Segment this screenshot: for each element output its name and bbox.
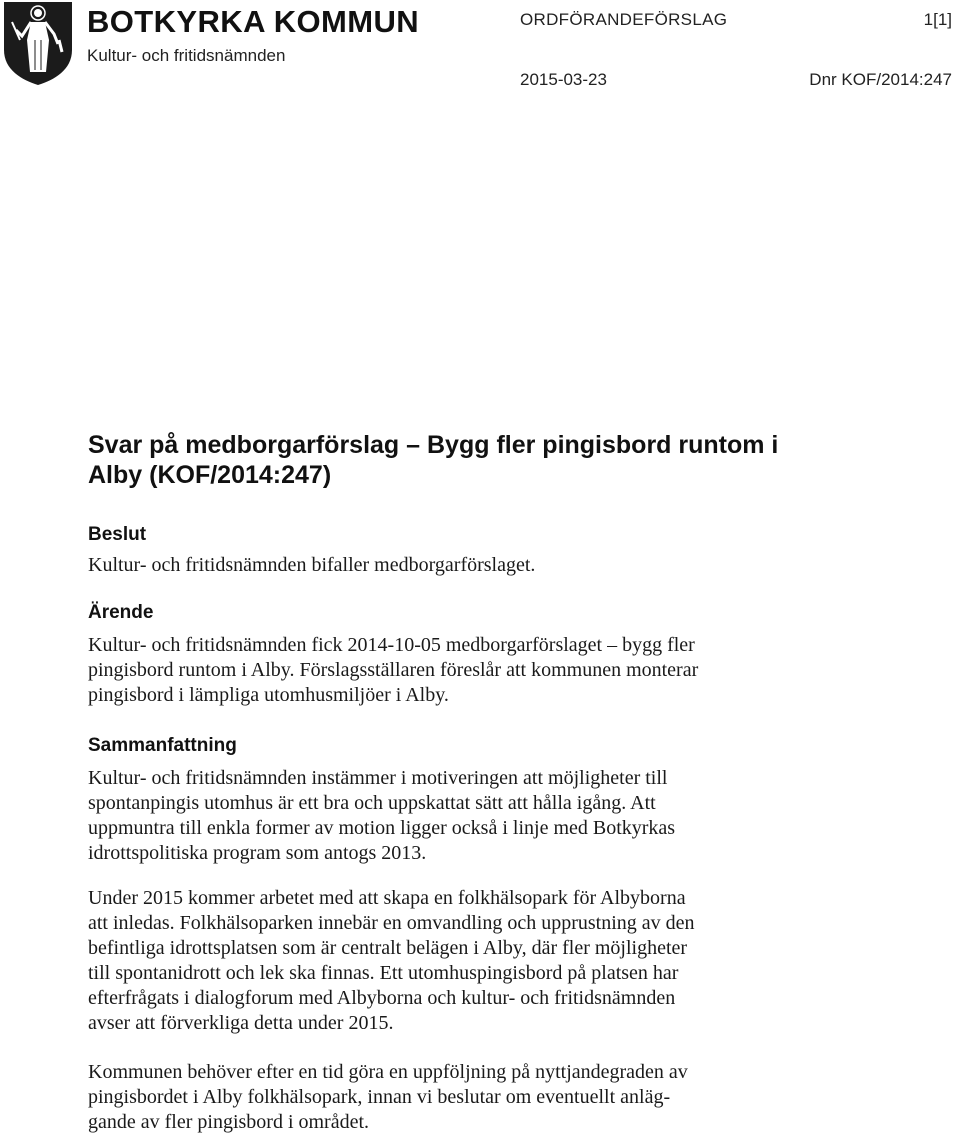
- text-line: avser att förverkliga detta under 2015.: [88, 1012, 394, 1034]
- section-heading-arende: Ärende: [88, 602, 154, 623]
- text-line: Kultur- och fritidsnämnden fick 2014-10-05 medborgarförslaget – bygg fler: [88, 634, 695, 656]
- text-line: pingisbord i lämpliga utomhusmiljöer i Alby.: [88, 684, 449, 706]
- document-date: 2015-03-23: [520, 70, 607, 89]
- text-line: till spontanidrott och lek ska finnas. Ett utomhuspingisbord på platsen har: [88, 962, 679, 984]
- document-type: ORDFÖRANDEFÖRSLAG: [520, 10, 728, 29]
- text-line: att inledas. Folkhälsoparken innebär en omvandling och upprustning av den: [88, 912, 695, 934]
- section-heading-beslut: Beslut: [88, 524, 147, 545]
- beslut-paragraph: [88, 553, 808, 578]
- sammanfattning-paragraph-3: [88, 1060, 808, 1135]
- title-line: Alby (KOF/2014:247): [88, 461, 332, 489]
- text-line: befintliga idrottsplatsen som är centralt belägen i Alby, där fler möjligheter: [88, 937, 688, 959]
- arende-paragraph: [88, 633, 808, 708]
- title-line: Svar på medborgarförslag – Bygg fler pingisbord runtom i: [88, 431, 779, 459]
- page-number: 1[1]: [923, 10, 952, 29]
- text-line: idrottspolitiska program som antogs 2013.: [88, 842, 427, 864]
- registration-number: Dnr KOF/2014:247: [809, 70, 952, 89]
- text-line: Kommunen behöver efter en tid göra en uppföljning på nyttjandegraden av: [88, 1061, 688, 1083]
- text-line: Kultur- och fritidsnämnden instämmer i motiveringen att möjligheter till: [88, 767, 668, 789]
- text-line: Under 2015 kommer arbetet med att skapa en folkhälsopark för Albyborna: [88, 887, 686, 909]
- text-line: gande av fler pingisbord i området.: [88, 1111, 370, 1133]
- section-heading-sammanfattning: Sammanfattning: [88, 735, 237, 756]
- sammanfattning-paragraph-1: [88, 766, 808, 866]
- sammanfattning-paragraph-2: [88, 886, 808, 1036]
- org-name: BOTKYRKA KOMMUN: [87, 4, 420, 39]
- text-line: pingisbordet i Alby folkhälsopark, innan vi beslutar om eventuellt anläg-: [88, 1086, 671, 1108]
- text-line: pingisbord runtom i Alby. Förslagsställaren föreslår att kommunen monterar: [88, 659, 699, 681]
- org-unit: Kultur- och fritidsnämnden: [87, 46, 286, 65]
- coat-of-arms-icon: [2, 0, 74, 86]
- document-title: [88, 430, 828, 490]
- text-line: efterfrågats i dialogforum med Albyborna och kultur- och fritidsnämnden: [88, 987, 676, 1009]
- text-line: uppmuntra till enkla former av motion ligger också i linje med Botkyrkas: [88, 817, 676, 839]
- text-line: spontanpingis utomhus är ett bra och uppskattat sätt att hålla igång. Att: [88, 792, 656, 814]
- text-line: Kultur- och fritidsnämnden bifaller medborgarförslaget.: [88, 554, 536, 576]
